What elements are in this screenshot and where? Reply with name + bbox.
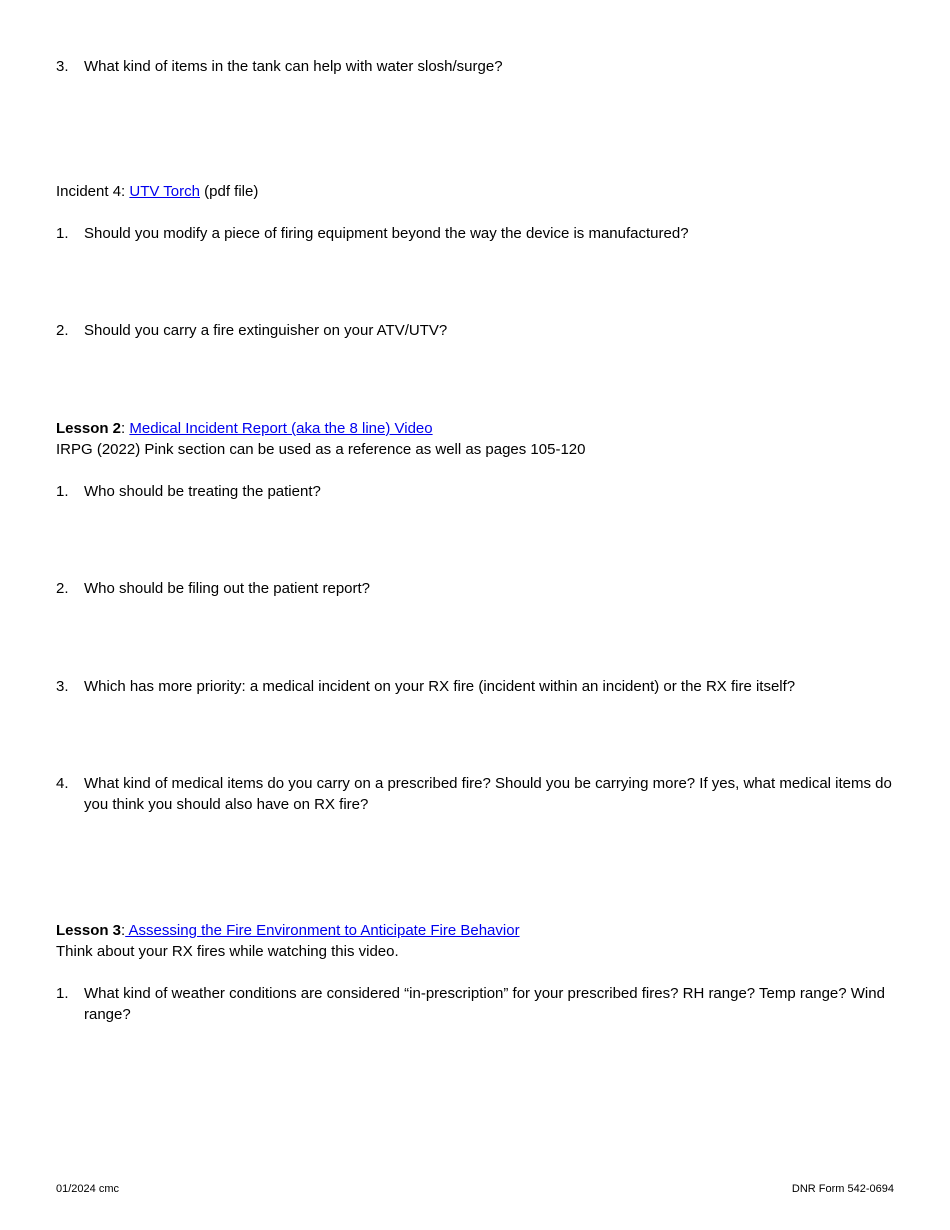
question-item	[56, 983, 896, 1025]
lesson-2-separator: :	[121, 420, 130, 437]
question-number: 2.	[56, 580, 69, 597]
lesson-2-label: Lesson 2	[56, 420, 122, 437]
question-text: Which has more priority: a medical incident on your RX fire (incident within an incident) or the RX fire itself?	[84, 678, 796, 695]
question-item	[56, 56, 896, 77]
question-text: What kind of medical items do you carry on a prescribed fire? Should you be carrying more? If yes, what medical items do you think you should also have on RX fire?	[84, 775, 892, 813]
incident-4-heading	[56, 181, 258, 202]
fire-environment-link[interactable]: Assessing the Fire Environment to Anticipate Fire Behavior	[125, 922, 520, 939]
question-item	[56, 481, 896, 502]
question-item	[56, 676, 896, 697]
incident-4-suffix: (pdf file)	[199, 183, 259, 200]
question-item	[56, 320, 896, 341]
incident-4-prefix: Incident 4:	[56, 183, 130, 200]
question-text: Who should be filing out the patient report?	[84, 580, 371, 597]
question-number: 1.	[56, 225, 69, 242]
question-number: 1.	[56, 985, 69, 1002]
question-text: What kind of weather conditions are considered “in-prescription” for your prescribed fires? RH range? Temp range? Wind range?	[84, 985, 885, 1023]
question-item	[56, 578, 896, 599]
lesson-3-label: Lesson 3	[56, 922, 122, 939]
lesson-2-heading	[56, 418, 433, 439]
question-text: Should you modify a piece of firing equipment beyond the way the device is manufactured?	[84, 225, 689, 242]
lesson-3-subtitle: Think about your RX fires while watching this video.	[56, 943, 399, 960]
question-number: 2.	[56, 322, 69, 339]
lesson-3-separator: :	[121, 922, 126, 939]
question-item	[56, 223, 896, 244]
question-number: 4.	[56, 775, 69, 792]
medical-incident-report-link[interactable]: Medical Incident Report (aka the 8 line) Video	[129, 420, 433, 437]
question-number: 3.	[56, 678, 69, 695]
lesson-2-subtitle: IRPG (2022) Pink section can be used as a reference as well as pages 105-120	[56, 441, 586, 458]
utv-torch-link[interactable]: UTV Torch	[129, 183, 200, 200]
question-item	[56, 773, 896, 815]
question-text: Should you carry a fire extinguisher on your ATV/UTV?	[84, 322, 448, 339]
footer-form-number: DNR Form 542-0694	[791, 1183, 894, 1195]
question-number: 1.	[56, 483, 69, 500]
question-number: 3.	[56, 58, 69, 75]
lesson-3-heading	[56, 920, 520, 941]
question-text: Who should be treating the patient?	[84, 483, 321, 500]
question-text: What kind of items in the tank can help with water slosh/surge?	[84, 58, 503, 75]
footer-date: 01/2024 cmc	[56, 1183, 119, 1195]
